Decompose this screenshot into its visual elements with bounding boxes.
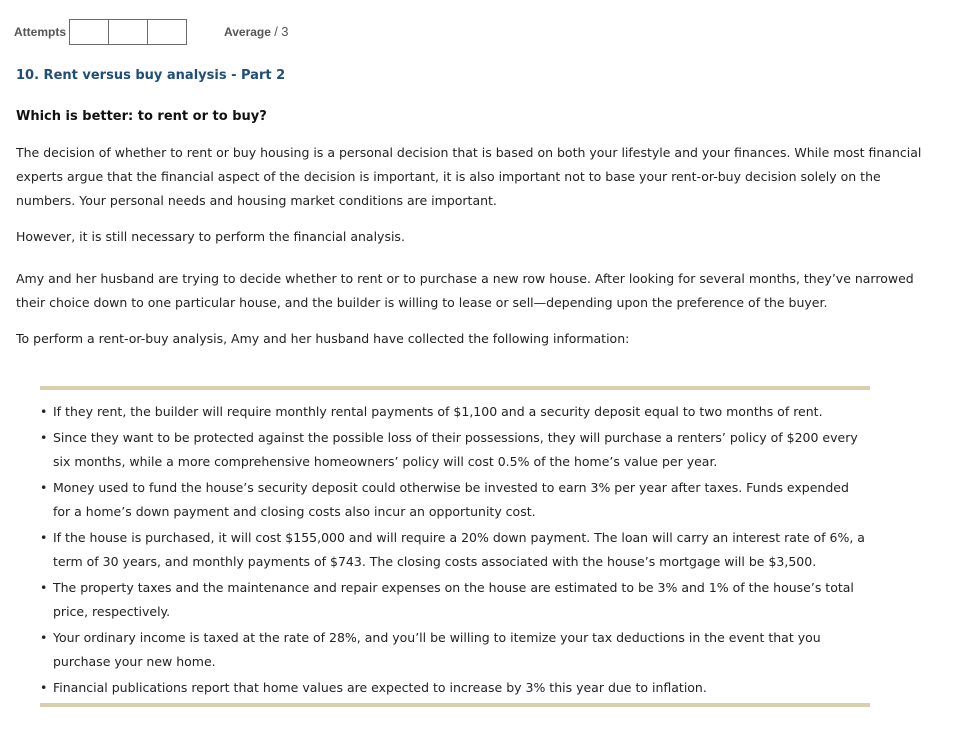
list-item-text: If the house is purchased, it will cost $155,000 and will require a 20% down payment. The loan will carry an interest rate of 6%, a term of 30 years, and monthly payments of $743. The closing costs associated with the house’s mortgage will be $3,500. xyxy=(53,530,865,569)
average-separator: / xyxy=(274,24,278,39)
list-item xyxy=(40,426,870,474)
average-label: Average xyxy=(224,25,271,39)
list-item-text: The property taxes and the maintenance and repair expenses on the house are estimated to be 3% and 1% of the house’s total price, respectively. xyxy=(53,580,854,619)
info-box xyxy=(40,386,870,707)
list-item-text: Money used to fund the house’s security deposit could otherwise be invested to earn 3% per year after taxes. Funds expended for a home’s down payment and closing costs also incur an opportunity cost. xyxy=(53,480,849,519)
question-heading: Which is better: to rent or to buy? xyxy=(16,109,267,124)
list-item xyxy=(40,626,870,674)
list-item xyxy=(40,400,870,424)
section-title: 10. Rent versus buy analysis - Part 2 xyxy=(16,68,286,83)
attempt-box xyxy=(69,19,109,45)
attempt-box xyxy=(108,19,148,45)
list-item-text: Since they want to be protected against the possible loss of their possessions, they will purchase a renters’ policy of $200 every six months, while a more comprehensive homeowners’ policy will cost 0.5% of the home’s value per year. xyxy=(53,430,858,469)
list-item xyxy=(40,476,870,524)
list-item xyxy=(40,676,870,700)
paragraph-analysis: However, it is still necessary to perform the financial analysis. xyxy=(16,229,405,244)
paragraph-info-intro: To perform a rent-or-buy analysis, Amy and her husband have collected the following information: xyxy=(16,331,630,346)
list-item xyxy=(40,526,870,574)
bullet-icon: • xyxy=(40,680,48,695)
attempts-row xyxy=(14,19,187,45)
info-list xyxy=(40,400,870,702)
bullet-icon: • xyxy=(40,580,48,595)
list-item xyxy=(40,576,870,624)
bullet-icon: • xyxy=(40,630,48,645)
bullet-icon: • xyxy=(40,530,48,545)
list-item-text: Financial publications report that home values are expected to increase by 3% this year due to inflation. xyxy=(53,680,707,695)
paragraph-scenario: Amy and her husband are trying to decide whether to rent or to purchase a new row house. After looking for several months, they’ve narrowed their choice down to one particular house, and the builder is willing to lease or sell—depending upon the preference of the buyer. xyxy=(16,271,914,310)
paragraph-intro: The decision of whether to rent or buy housing is a personal decision that is based on both your lifestyle and your finances. While most financial experts argue that the financial aspect of the decision is important, it is also important not to base your rent-or-buy decision solely on the numbers. Your personal needs and housing market conditions are important. xyxy=(16,145,922,208)
list-item-text: If they rent, the builder will require monthly rental payments of $1,100 and a security deposit equal to two months of rent. xyxy=(53,404,823,419)
average-max: 3 xyxy=(281,24,289,39)
average-score xyxy=(224,24,288,39)
bullet-icon: • xyxy=(40,430,48,445)
bullet-icon: • xyxy=(40,404,48,419)
attempts-label: Attempts xyxy=(14,25,67,39)
attempt-boxes xyxy=(70,19,187,45)
list-item-text: Your ordinary income is taxed at the rate of 28%, and you’ll be willing to itemize your tax deductions in the event that you purchase your new home. xyxy=(53,630,821,669)
bullet-icon: • xyxy=(40,480,48,495)
attempt-box xyxy=(147,19,187,45)
